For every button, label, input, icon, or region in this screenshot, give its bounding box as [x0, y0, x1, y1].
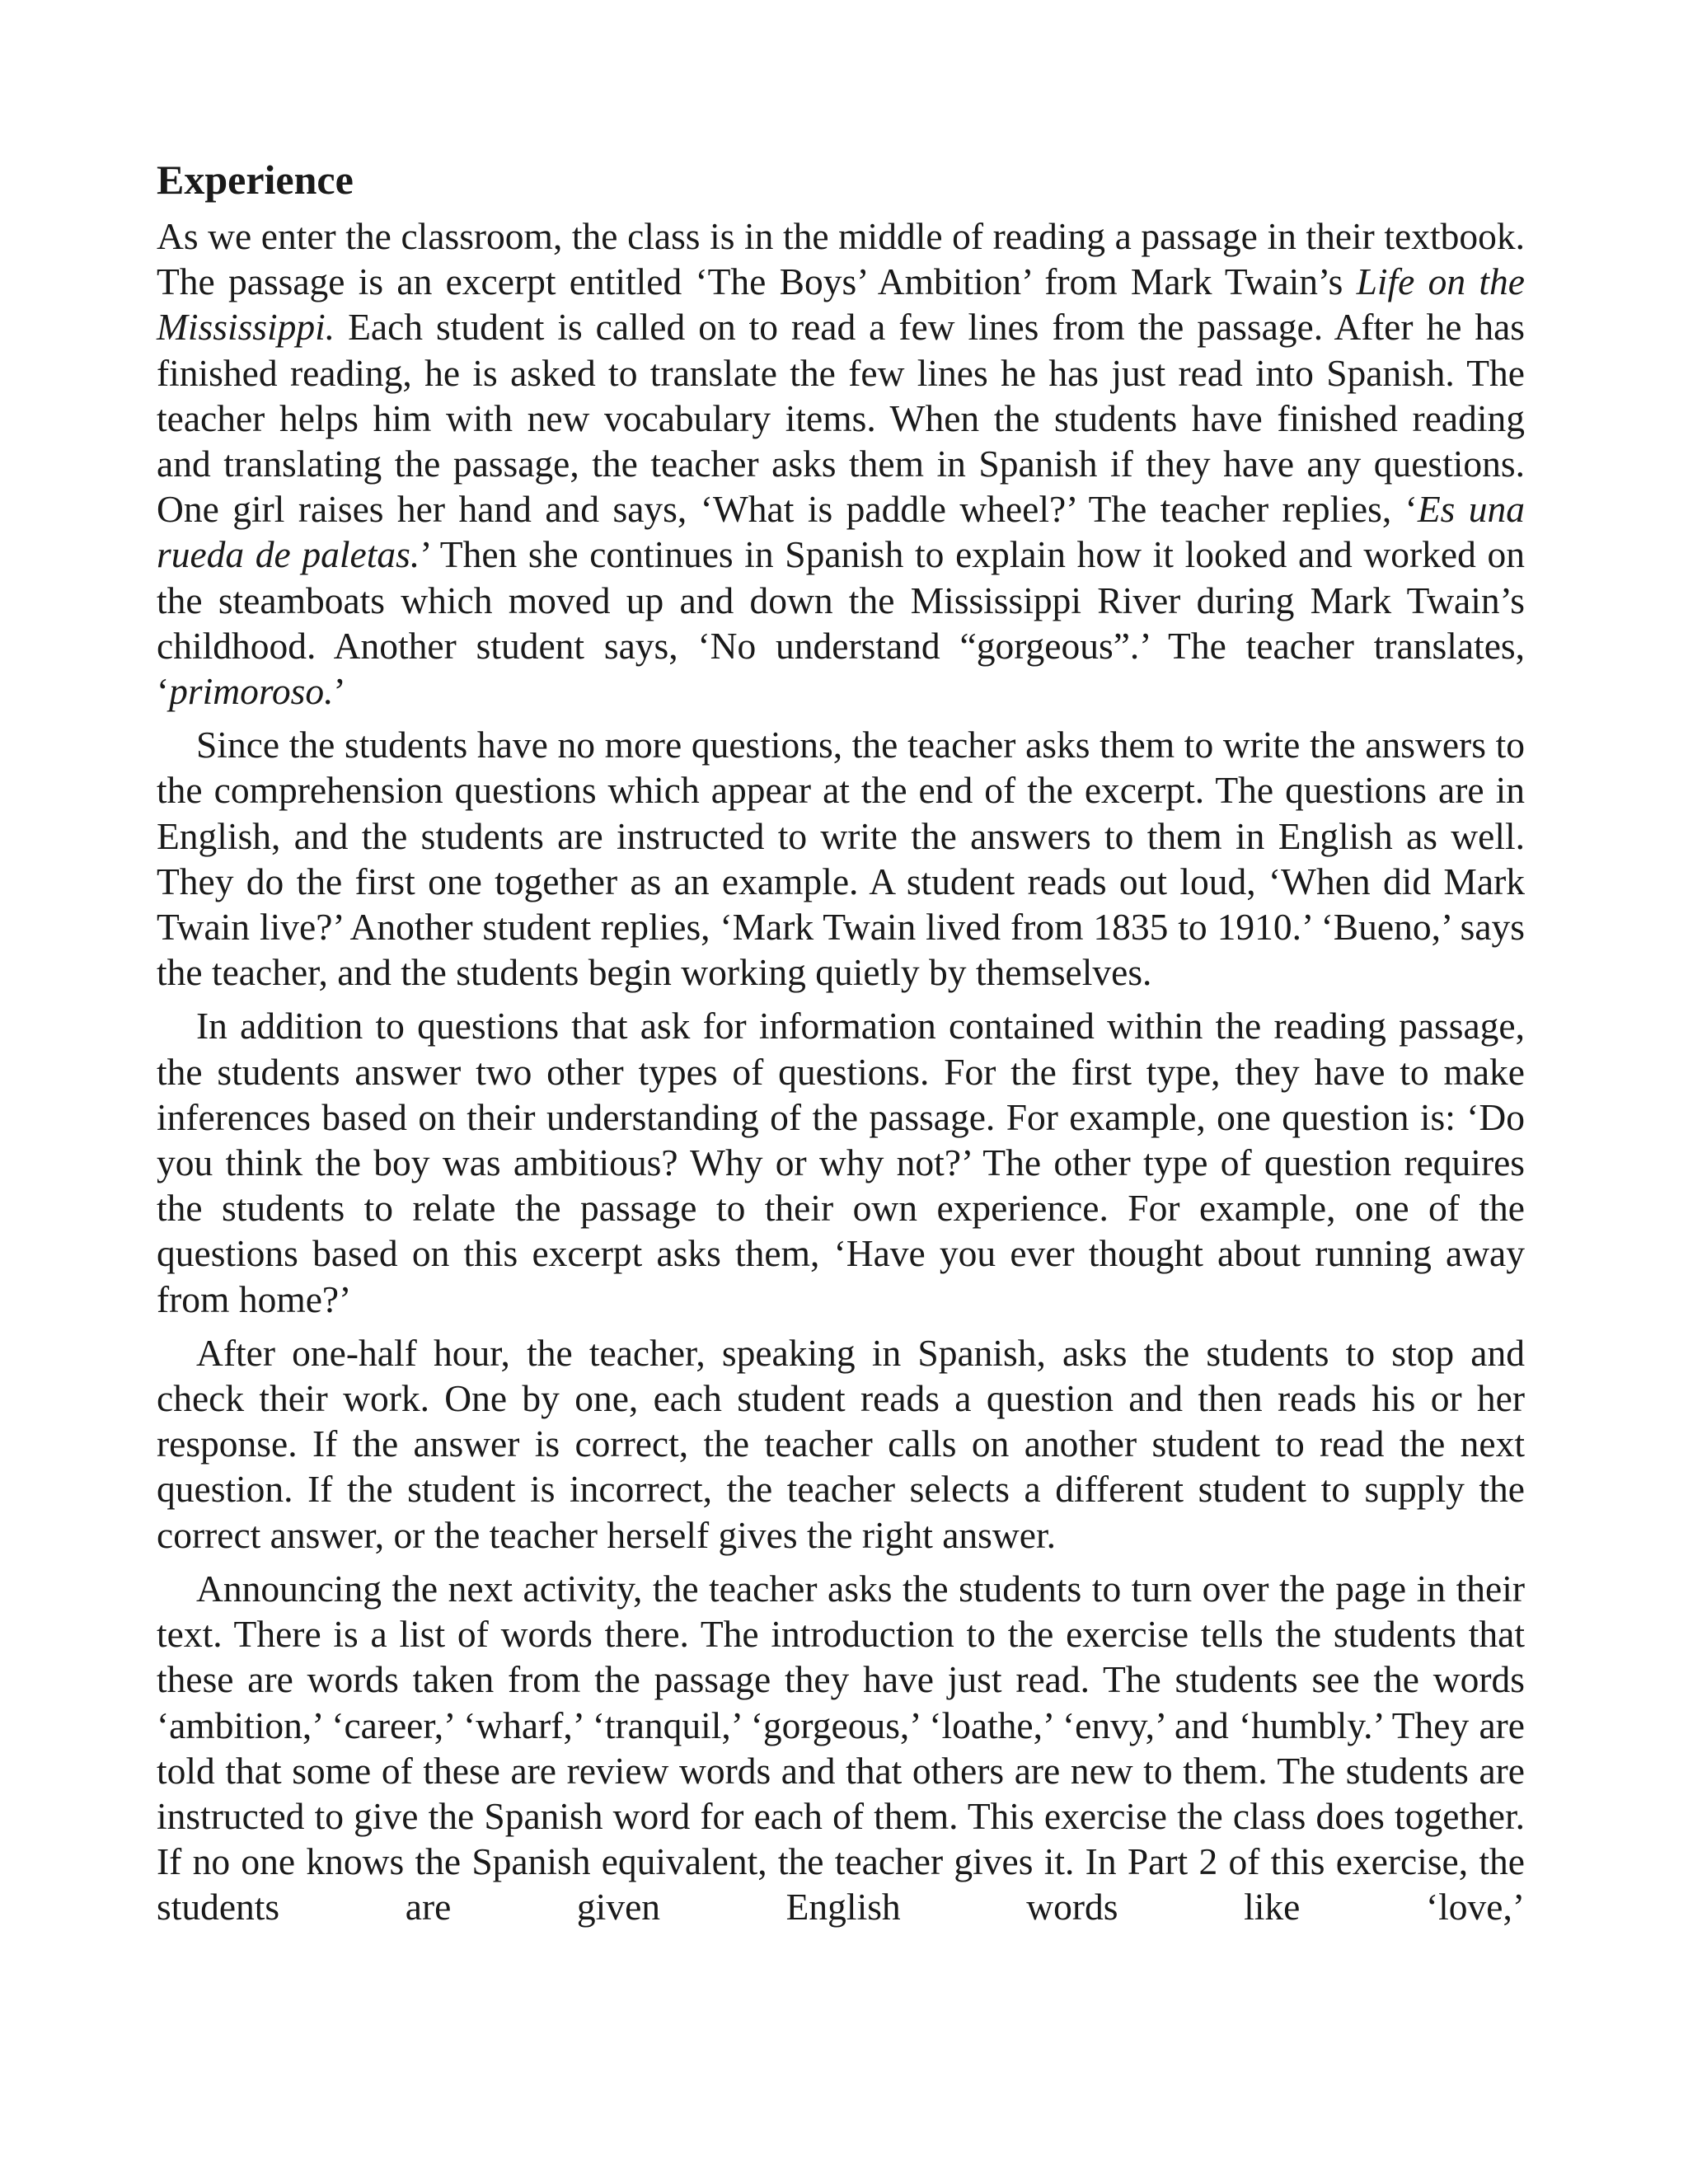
spanish-word: primoroso. — [169, 670, 334, 713]
spanish-phrase: Es una rueda de paletas. — [157, 488, 1526, 576]
paragraph-1-text-d: ’ — [333, 670, 346, 713]
paragraph-3: In addition to questions that ask for information contained within the reading passage, the students answer two other types of questions. For the first type, they have to make inferences based on their understanding of the passage. For example, one question is: ‘Do you think the boy was ambitious? Why or why not?’ The other type of question requires the students to relate the passage to their own experience. For example, one of the questions based on this excerpt asks them, ‘Have you ever thought about running away from home?’ — [157, 1005, 1525, 1320]
paragraph-4: After one-half hour, the teacher, speaking in Spanish, asks the students to stop and check their work. One by one, each student reads a question and then reads his or her response. If the answer is correct, the teacher calls on another student to read the next question. If the student is incorrect, the teacher selects a different student to supply the correct answer, or the teacher herself gives the right answer. — [157, 1331, 1525, 1556]
book-title: Life on the Mississippi. — [157, 260, 1526, 349]
paragraph-5: Announcing the next activity, the teacher asks the students to turn over the page in their text. There is a list of words there. The introduction to the exercise tells the students that these are words taken from the passage they have just read. The students see the words ‘ambition,’ ‘career,’ ‘wharf,’ ‘tranquil,’ ‘gorgeous,’ ‘loathe,’ ‘envy,’ and ‘humbly.’ They are told that some of these are review words and that others are new to them. The students are instructed to give the Spanish word for each of them. This exercise the class does together. If no one knows the Spanish equivalent, the teacher gives it. In Part 2 of this exercise, the students are given English words like ‘love,’ — [157, 1567, 1525, 1929]
paragraph-1 — [157, 213, 1525, 714]
paragraph-1-text-a: As we enter the classroom, the class is in the middle of reading a passage in their textbook. The passage is an excerpt entitled ‘The Boys’ Ambition’ from Mark Twain’s — [157, 215, 1525, 303]
section-heading: Experience — [157, 157, 354, 203]
paragraph-1-text-c: ’ Then she continues in Spanish to explain how it looked and worked on the steamboats which moved up and down the Mississippi River during Mark Twain’s childhood. Another student says, ‘No understand “gorgeous”.’ The teacher translates, ‘ — [157, 533, 1525, 713]
document-page — [157, 155, 1525, 1930]
paragraph-2: Since the students have no more questions, the teacher asks them to write the answers to the comprehension questions which appear at the end of the excerpt. The questions are in English, and the students are instructed to write the answers to them in English as well. They do the first one together as an example. A student reads out loud, ‘When did Mark Twain live?’ Another student replies, ‘Mark Twain lived from 1835 to 1910.’ ‘Bueno,’ says the teacher, and the students begin working quietly by themselves. — [157, 724, 1525, 994]
paragraph-1-text-b: Each student is called on to read a few lines from the passage. After he has finished reading, he is asked to translate the few lines he has just read into Spanish. The teacher helps him with new vocabulary items. When the students have finished reading and translating the passage, the teacher asks them in Spanish if they have any questions. One girl raises her hand and says, ‘What is paddle wheel?’ The teacher replies, ‘ — [157, 306, 1525, 531]
